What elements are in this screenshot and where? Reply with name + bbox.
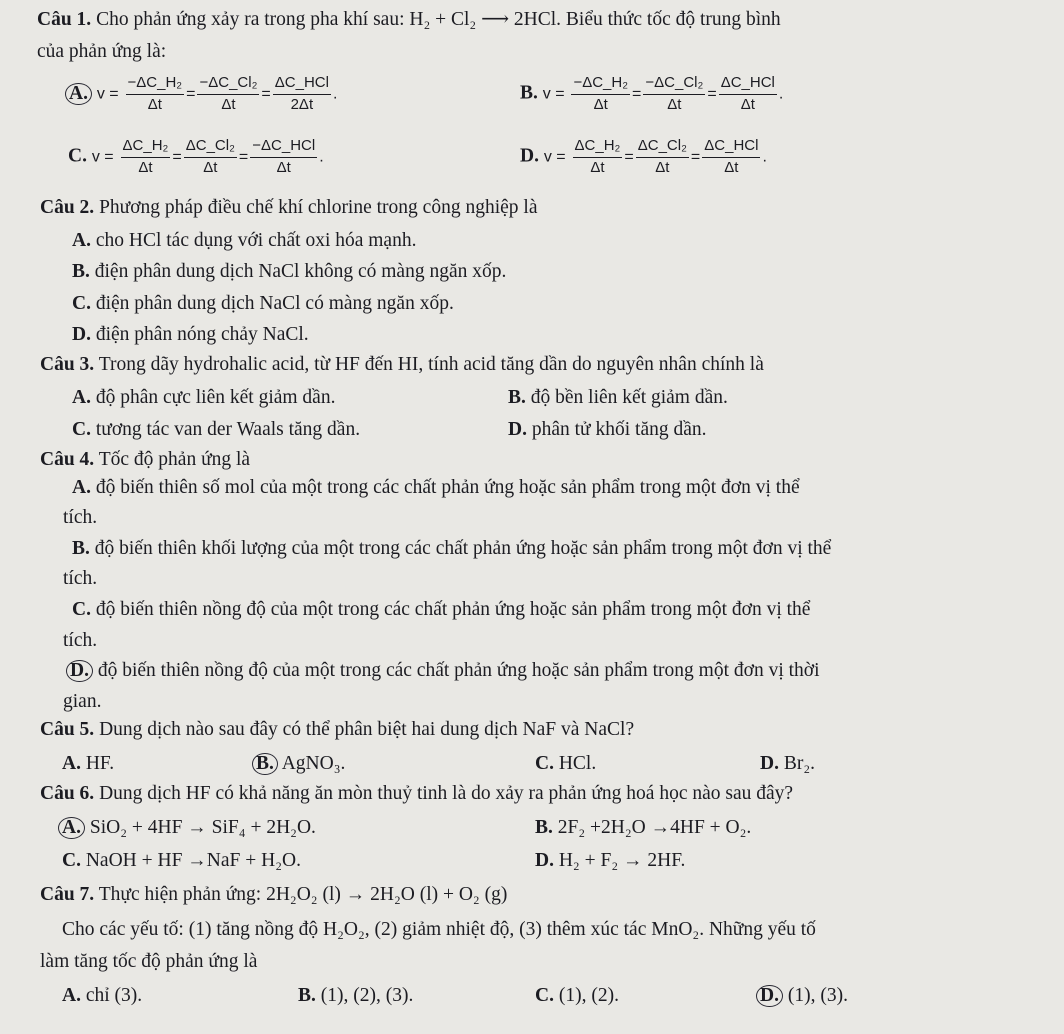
equals: =	[690, 148, 701, 166]
q1-option-a-prefix: v =	[96, 85, 119, 103]
q1-option-b-frac1	[571, 74, 630, 115]
frac-num: ΔC_Cl₂	[636, 137, 689, 158]
q2-label: Câu 2.	[40, 197, 95, 218]
q5-label: Câu 5.	[40, 719, 95, 740]
equals: =	[624, 148, 634, 166]
frac-num: ΔC_HCl	[702, 137, 760, 158]
frac-den: Δt	[221, 95, 236, 113]
q4-option-c-label: C.	[72, 599, 91, 620]
q2-option-b-label: B.	[72, 261, 90, 282]
period: .	[778, 85, 784, 103]
q3-option-c[interactable]	[72, 418, 360, 442]
q6-option-a-text: SiO₂ + 4HF → SiF₄ + 2H₂O.	[89, 817, 316, 838]
q6-option-d[interactable]	[535, 849, 685, 873]
q4-option-c-text: độ biến thiên nồng độ của một trong các chất phản ứng hoặc sản phẩm trong một đơn vị thể	[95, 599, 811, 620]
q1-option-a-frac1	[126, 74, 185, 115]
q2-option-c-text: điện phân dung dịch NaCl có màng ngăn xốp.	[95, 293, 454, 314]
q2-option-a-text: cho HCl tác dụng với chất oxi hóa mạnh.	[95, 230, 417, 251]
q6-label: Câu 6.	[40, 783, 95, 804]
equals: =	[261, 85, 271, 103]
q6-stem	[40, 782, 793, 806]
frac-den: Δt	[667, 95, 682, 113]
q2-option-b[interactable]	[72, 260, 506, 284]
frac-num: −ΔC_Cl₂	[197, 74, 259, 95]
q1-option-c[interactable]	[68, 137, 324, 178]
q1-option-b-prefix: v =	[542, 85, 565, 103]
q7-option-c[interactable]	[535, 984, 619, 1008]
q6-option-b-label: B.	[535, 817, 553, 838]
q4-stem	[40, 448, 250, 472]
q2-option-d[interactable]	[72, 323, 309, 347]
q3-text: Trong dãy hydrohalic acid, từ HF đến HI, tính acid tăng dần do nguyên nhân chính là	[98, 354, 764, 375]
q2-stem	[40, 196, 537, 220]
q1-option-b-frac3	[719, 74, 777, 115]
period: .	[319, 148, 324, 166]
q4-option-a-label: A.	[72, 477, 91, 498]
q1-option-b-label: B.	[520, 82, 538, 104]
q1-label: Câu 1.	[37, 9, 92, 30]
q7-option-b-text: (1), (2), (3).	[320, 985, 414, 1006]
frac-den: Δt	[655, 158, 670, 176]
q5-option-c[interactable]	[535, 752, 596, 776]
period: .	[332, 85, 338, 103]
q6-option-b[interactable]	[535, 816, 751, 840]
q1-option-d-frac1	[573, 137, 623, 178]
q1-option-d[interactable]	[520, 137, 767, 178]
q5-option-d-text: Br₂.	[783, 753, 816, 774]
q4-option-a[interactable]	[72, 476, 800, 500]
q7-stem	[40, 883, 507, 907]
equals: =	[707, 85, 717, 103]
frac-num: ΔC_HCl	[719, 74, 777, 95]
q4-option-d[interactable]	[66, 659, 820, 683]
q4-option-d-text: độ biến thiên nồng độ của một trong các chất phản ứng hoặc sản phẩm trong một đơn vị thời	[97, 660, 820, 681]
q4-option-c-cont: tích.	[63, 630, 98, 651]
q1-option-b[interactable]	[520, 74, 783, 115]
q2-option-d-text: điện phân nóng chảy NaCl.	[95, 324, 309, 345]
q4-option-a-text: độ biến thiên số mol của một trong các chất phản ứng hoặc sản phẩm trong một đơn vị thể	[95, 477, 800, 498]
q3-option-d[interactable]	[508, 418, 707, 442]
q7-stem-line3: làm tăng tốc độ phản ứng là	[40, 951, 258, 972]
q3-stem	[40, 353, 764, 377]
q1-option-c-frac3	[250, 137, 317, 178]
q4-option-b-cont: tích.	[63, 568, 98, 589]
q7-option-c-text: (1), (2).	[558, 985, 619, 1006]
q7-option-a-label: A.	[62, 985, 81, 1006]
equals: =	[172, 148, 182, 166]
frac-num: ΔC_H₂	[121, 137, 171, 158]
q4-option-b-label: B.	[72, 538, 90, 559]
q5-option-d-label: D.	[760, 753, 779, 774]
frac-num: −ΔC_Cl₂	[643, 74, 705, 95]
frac-den: 2Δt	[290, 95, 314, 113]
q3-option-b-text: độ bền liên kết giảm dần.	[530, 387, 728, 408]
q5-stem	[40, 718, 634, 742]
q1-option-c-prefix: v =	[91, 148, 114, 166]
q4-label: Câu 4.	[40, 449, 95, 470]
q4-option-d-cont: gian.	[63, 691, 102, 712]
q1-option-d-prefix: v =	[543, 148, 566, 166]
frac-num: ΔC_H₂	[573, 137, 623, 158]
q1-option-d-frac3	[702, 137, 760, 178]
frac-den: Δt	[724, 158, 739, 176]
q6-option-c[interactable]	[62, 849, 301, 873]
q6-option-d-label: D.	[535, 850, 554, 871]
q3-label: Câu 3.	[40, 354, 95, 375]
q2-text: Phương pháp điều chế khí chlorine trong công nghiệp là	[99, 197, 538, 218]
q5-option-a[interactable]	[62, 752, 114, 776]
q1-option-a-frac2	[197, 74, 259, 115]
q1-option-c-label: C.	[68, 145, 87, 167]
q2-option-c-label: C.	[72, 293, 91, 314]
q1-option-d-frac2	[636, 137, 689, 178]
q6-option-c-label: C.	[62, 850, 81, 871]
q4-option-a-cont: tích.	[63, 507, 98, 528]
q6-option-d-text: H₂ + F₂ → 2HF.	[558, 850, 686, 871]
q5-option-c-label: C.	[535, 753, 554, 774]
q2-option-b-text: điện phân dung dịch NaCl không có màng ngăn xốp.	[94, 261, 507, 282]
q7-option-b[interactable]	[298, 984, 413, 1008]
q3-option-d-text: phân tử khối tăng dần.	[531, 419, 707, 440]
q4-option-d-label: D.	[66, 660, 93, 682]
q4-option-c[interactable]	[72, 598, 810, 622]
q3-option-a-label: A.	[72, 387, 91, 408]
q4-text: Tốc độ phản ứng là	[98, 449, 251, 470]
q5-text: Dung dịch nào sau đây có thể phân biệt hai dung dịch NaF và NaCl?	[99, 719, 635, 740]
q4-option-b[interactable]	[72, 537, 831, 561]
equals: =	[632, 85, 642, 103]
q7-option-b-label: B.	[298, 985, 316, 1006]
frac-num: ΔC_Cl₂	[184, 137, 237, 158]
equals: =	[186, 85, 196, 103]
q1-stem	[37, 8, 781, 32]
q7-option-a[interactable]	[62, 984, 142, 1008]
q1-option-a-label: A.	[65, 83, 92, 105]
q7-option-d-text: (1), (3).	[787, 985, 848, 1006]
q5-option-b-text: AgNO₃.	[281, 753, 346, 774]
q1-text: Cho phản ứng xảy ra trong pha khí sau: H₂ + Cl₂ ⟶ 2HCl. Biểu thức tốc độ trung bình	[96, 9, 781, 30]
q1-option-a-frac3	[273, 74, 331, 115]
q1-option-b-frac2	[643, 74, 705, 115]
q7-stem-line2: Cho các yếu tố: (1) tăng nồng độ H₂O₂, (2) giảm nhiệt độ, (3) thêm xúc tác MnO₂. Những yếu tố	[62, 919, 816, 940]
frac-den: Δt	[593, 95, 608, 113]
frac-num: ΔC_HCl	[273, 74, 331, 95]
q2-option-c[interactable]	[72, 292, 454, 316]
q2-option-d-label: D.	[72, 324, 91, 345]
frac-den: Δt	[276, 158, 291, 176]
q7-text: Thực hiện phản ứng: 2H₂O₂ (l) → 2H₂O (l) + O₂ (g)	[98, 884, 508, 905]
q1-option-a[interactable]	[65, 74, 337, 115]
frac-den: Δt	[138, 158, 153, 176]
q7-option-d-label: D.	[756, 985, 783, 1007]
q4-option-b-text: độ biến thiên khối lượng của một trong các chất phản ứng hoặc sản phẩm trong một đơn vị thể	[94, 538, 832, 559]
q1-option-c-frac1	[121, 137, 171, 178]
q5-option-d[interactable]	[760, 752, 815, 776]
q5-option-c-text: HCl.	[558, 753, 597, 774]
q7-option-c-label: C.	[535, 985, 554, 1006]
q3-option-a[interactable]	[72, 386, 335, 410]
frac-den: Δt	[590, 158, 605, 176]
q1-option-c-frac2	[184, 137, 237, 178]
q3-option-b[interactable]	[508, 386, 728, 410]
q1-stem-line2: của phản ứng là:	[37, 41, 167, 62]
q1-option-d-label: D.	[520, 145, 539, 167]
q6-text: Dung dịch HF có khả năng ăn mòn thuỷ tinh là do xảy ra phản ứng hoá học nào sau đây?	[99, 783, 794, 804]
q6-option-c-text: NaOH + HF →NaF + H₂O.	[85, 850, 301, 871]
q3-option-c-label: C.	[72, 419, 91, 440]
q6-option-a-label: A.	[58, 817, 85, 839]
frac-num: −ΔC_H₂	[126, 74, 185, 95]
q7-option-d[interactable]	[756, 984, 848, 1008]
frac-den: Δt	[147, 95, 162, 113]
q5-option-b[interactable]	[252, 752, 345, 776]
q3-option-b-label: B.	[508, 387, 526, 408]
q3-option-c-text: tương tác van der Waals tăng dần.	[95, 419, 361, 440]
frac-num: −ΔC_HCl	[250, 137, 317, 158]
q2-option-a[interactable]	[72, 229, 416, 253]
frac-num: −ΔC_H₂	[571, 74, 630, 95]
equals: =	[238, 148, 249, 166]
q7-option-a-text: chỉ (3).	[85, 985, 143, 1006]
frac-den: Δt	[740, 95, 755, 113]
q5-option-a-text: HF.	[85, 753, 115, 774]
q5-option-a-label: A.	[62, 753, 81, 774]
period: .	[762, 148, 767, 166]
q7-label: Câu 7.	[40, 884, 95, 905]
q6-option-a[interactable]	[58, 816, 316, 840]
q2-option-a-label: A.	[72, 230, 91, 251]
q5-option-b-label: B.	[252, 753, 278, 775]
q6-option-b-text: 2F₂ +2H₂O →4HF + O₂.	[557, 817, 752, 838]
frac-den: Δt	[203, 158, 218, 176]
q3-option-a-text: độ phân cực liên kết giảm dần.	[95, 387, 336, 408]
q3-option-d-label: D.	[508, 419, 527, 440]
